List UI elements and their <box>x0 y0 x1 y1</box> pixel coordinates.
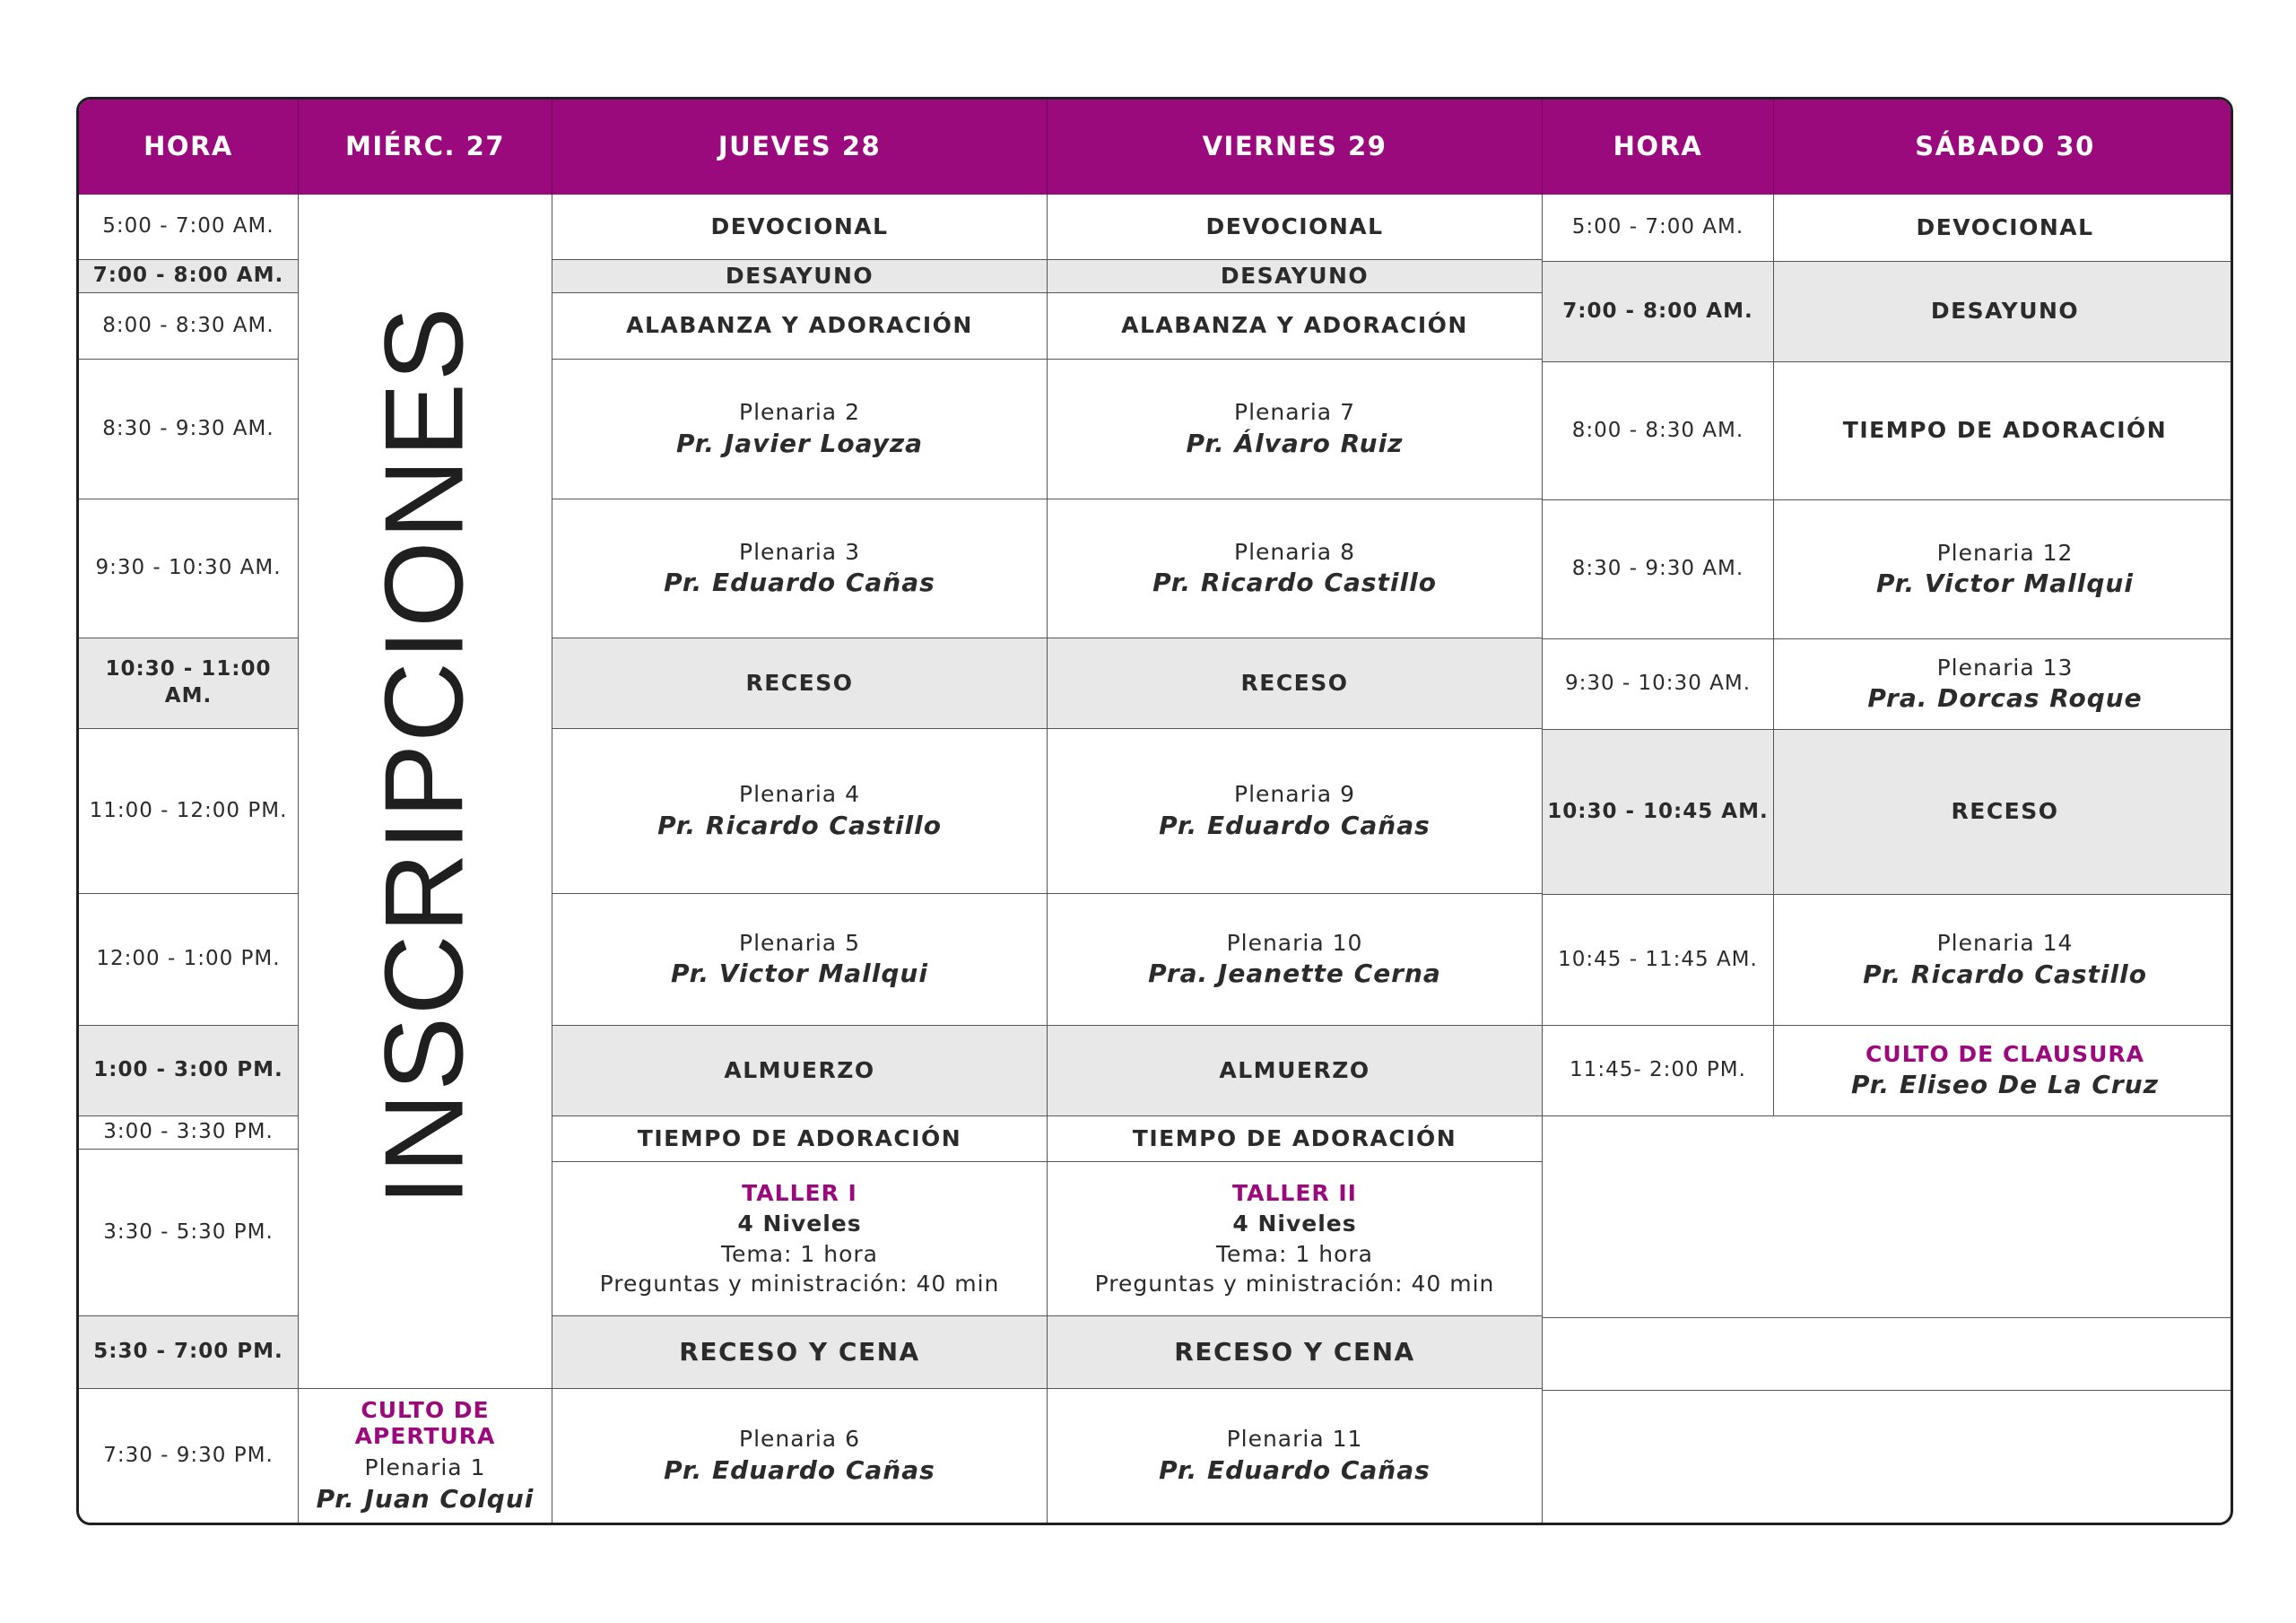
plenary-label: Plenaria 9 <box>1234 781 1355 808</box>
header-wednesday: MIÉRC. 27 <box>299 100 552 195</box>
fri-devotional: DEVOCIONAL <box>1048 195 1543 260</box>
thu-breakfast: DESAYUNO <box>552 260 1048 293</box>
plenary-label: Plenaria 6 <box>739 1426 860 1453</box>
speaker-name: Pr. Javier Loayza <box>675 428 924 458</box>
time-right-row: 11:45- 2:00 PM. <box>1543 1026 1774 1116</box>
speaker-name: Pra. Dorcas Roque <box>1867 683 2143 714</box>
plenary-label: Plenaria 3 <box>739 538 860 565</box>
plenary-label: Plenaria 12 <box>1936 539 2074 566</box>
time-right-row: 10:30 - 10:45 AM. <box>1543 730 1774 895</box>
time-left-row: 3:30 - 5:30 PM. <box>79 1150 299 1316</box>
time-left-row: 11:00 - 12:00 PM. <box>79 729 299 894</box>
speaker-name: Pr. Victor Mallqui <box>671 959 928 989</box>
fri-breakfast: DESAYUNO <box>1048 260 1543 293</box>
speaker-name: Pr. Ricardo Castillo <box>1863 959 2147 989</box>
plenary-label: Plenaria 13 <box>1936 654 2074 681</box>
speaker-name: Pr. Victor Mallqui <box>1876 568 2134 599</box>
time-right-row: 7:00 - 8:00 AM. <box>1543 262 1774 362</box>
time-left-row: 7:00 - 8:00 AM. <box>79 260 299 293</box>
speaker-name: Pr. Eduardo Cañas <box>1159 810 1431 840</box>
time-left-row: 10:30 - 11:00 AM. <box>79 638 299 729</box>
opening-speaker: Pr. Juan Colqui <box>316 1483 535 1514</box>
fri-plenary-7 <box>1048 360 1543 499</box>
time-left-row: 8:00 - 8:30 AM. <box>79 293 299 360</box>
workshop-questions: Preguntas y ministración: 40 min <box>599 1271 1000 1298</box>
thu-plenary-5 <box>552 894 1048 1026</box>
time-left-row: 12:00 - 1:00 PM. <box>79 894 299 1026</box>
sat-recess: RECESO <box>1774 730 2233 895</box>
speaker-name: Pra. Jeanette Cerna <box>1148 959 1441 989</box>
workshop-levels: 4 Niveles <box>737 1210 862 1237</box>
empty-cell <box>1543 1391 2233 1523</box>
fri-workshop <box>1048 1162 1543 1316</box>
thu-plenary-3 <box>552 499 1048 638</box>
plenary-label: Plenaria 11 <box>1226 1426 1363 1453</box>
time-left-row: 3:00 - 3:30 PM. <box>79 1116 299 1150</box>
speaker-name: Pr. Eduardo Cañas <box>1159 1454 1431 1485</box>
sat-plenary-12 <box>1774 500 2233 639</box>
closing-title: CULTO DE CLAUSURA <box>1865 1040 2145 1067</box>
opening-title-line1: CULTO DE <box>361 1397 490 1424</box>
schedule-table <box>76 97 2233 1525</box>
workshop-topic: Tema: 1 hora <box>1215 1240 1374 1267</box>
time-right-row: 8:00 - 8:30 AM. <box>1543 362 1774 500</box>
thu-plenary-4 <box>552 729 1048 894</box>
plenary-label: Plenaria 5 <box>739 929 860 956</box>
fri-worship: TIEMPO DE ADORACIÓN <box>1048 1116 1543 1162</box>
workshop-levels: 4 Niveles <box>1232 1210 1357 1237</box>
header-thursday: JUEVES 28 <box>552 100 1048 195</box>
speaker-name: Pr. Ricardo Castillo <box>657 810 942 840</box>
plenary-label: Plenaria 14 <box>1936 930 2074 957</box>
sat-plenary-14 <box>1774 895 2233 1026</box>
header-friday: VIERNES 29 <box>1048 100 1543 195</box>
header-saturday: SÁBADO 30 <box>1774 100 2233 195</box>
fri-plenary-11 <box>1048 1389 1543 1523</box>
empty-cell <box>1543 1318 2233 1391</box>
workshop-topic: Tema: 1 hora <box>720 1240 879 1267</box>
thu-lunch: ALMUERZO <box>552 1026 1048 1116</box>
thu-workshop <box>552 1162 1048 1316</box>
sat-closing-service <box>1774 1026 2233 1116</box>
thu-dinner: RECESO Y CENA <box>552 1316 1048 1389</box>
empty-cell <box>1543 1116 2233 1318</box>
fri-recess: RECESO <box>1048 638 1543 729</box>
plenary-label: Plenaria 2 <box>739 399 860 426</box>
fri-plenary-9 <box>1048 729 1543 894</box>
sat-worship: TIEMPO DE ADORACIÓN <box>1774 362 2233 500</box>
opening-service-cell <box>299 1389 552 1523</box>
time-right-row: 10:45 - 11:45 AM. <box>1543 895 1774 1026</box>
thu-plenary-6 <box>552 1389 1048 1523</box>
time-right-row: 8:30 - 9:30 AM. <box>1543 500 1774 639</box>
sat-devotional: DEVOCIONAL <box>1774 195 2233 262</box>
time-left-row: 8:30 - 9:30 AM. <box>79 360 299 499</box>
opening-title-line2: APERTURA <box>354 1423 496 1450</box>
speaker-name: Pr. Ricardo Castillo <box>1152 568 1437 598</box>
speaker-name: Pr. Álvaro Ruiz <box>1186 428 1404 458</box>
fri-plenary-8 <box>1048 499 1543 638</box>
time-left-row: 9:30 - 10:30 AM. <box>79 499 299 638</box>
time-left-row: 5:00 - 7:00 AM. <box>79 195 299 260</box>
closing-speaker: Pr. Eliseo De La Cruz <box>1851 1070 2159 1100</box>
thu-worship: TIEMPO DE ADORACIÓN <box>552 1116 1048 1162</box>
thu-recess: RECESO <box>552 638 1048 729</box>
thu-devotional: DEVOCIONAL <box>552 195 1048 260</box>
thu-plenary-2 <box>552 360 1048 499</box>
thu-praise: ALABANZA Y ADORACIÓN <box>552 293 1048 360</box>
fri-praise: ALABANZA Y ADORACIÓN <box>1048 293 1543 360</box>
fri-lunch: ALMUERZO <box>1048 1026 1543 1116</box>
plenary-label: Plenaria 4 <box>739 781 860 808</box>
time-left-row: 1:00 - 3:00 PM. <box>79 1026 299 1116</box>
header-hora-right: HORA <box>1543 100 1774 195</box>
fri-plenary-10 <box>1048 894 1543 1026</box>
header-hora-left: HORA <box>79 100 299 195</box>
workshop-questions: Preguntas y ministración: 40 min <box>1094 1271 1495 1298</box>
registration-label: INSCRIPCIONES <box>362 305 487 1206</box>
time-left-row: 7:30 - 9:30 PM. <box>79 1389 299 1523</box>
opening-plenary: Plenaria 1 <box>364 1454 486 1480</box>
plenary-label: Plenaria 7 <box>1234 399 1355 426</box>
time-right-row: 5:00 - 7:00 AM. <box>1543 195 1774 262</box>
time-right-row: 9:30 - 10:30 AM. <box>1543 639 1774 730</box>
sat-plenary-13 <box>1774 639 2233 730</box>
speaker-name: Pr. Eduardo Cañas <box>664 1454 935 1485</box>
plenary-label: Plenaria 8 <box>1234 538 1355 565</box>
plenary-label: Plenaria 10 <box>1226 929 1363 956</box>
registration-cell <box>299 195 552 1389</box>
fri-dinner: RECESO Y CENA <box>1048 1316 1543 1389</box>
workshop-title: TALLER II <box>1232 1180 1357 1206</box>
sat-breakfast: DESAYUNO <box>1774 262 2233 362</box>
speaker-name: Pr. Eduardo Cañas <box>664 568 935 598</box>
workshop-title: TALLER I <box>742 1180 857 1206</box>
time-left-row: 5:30 - 7:00 PM. <box>79 1316 299 1389</box>
